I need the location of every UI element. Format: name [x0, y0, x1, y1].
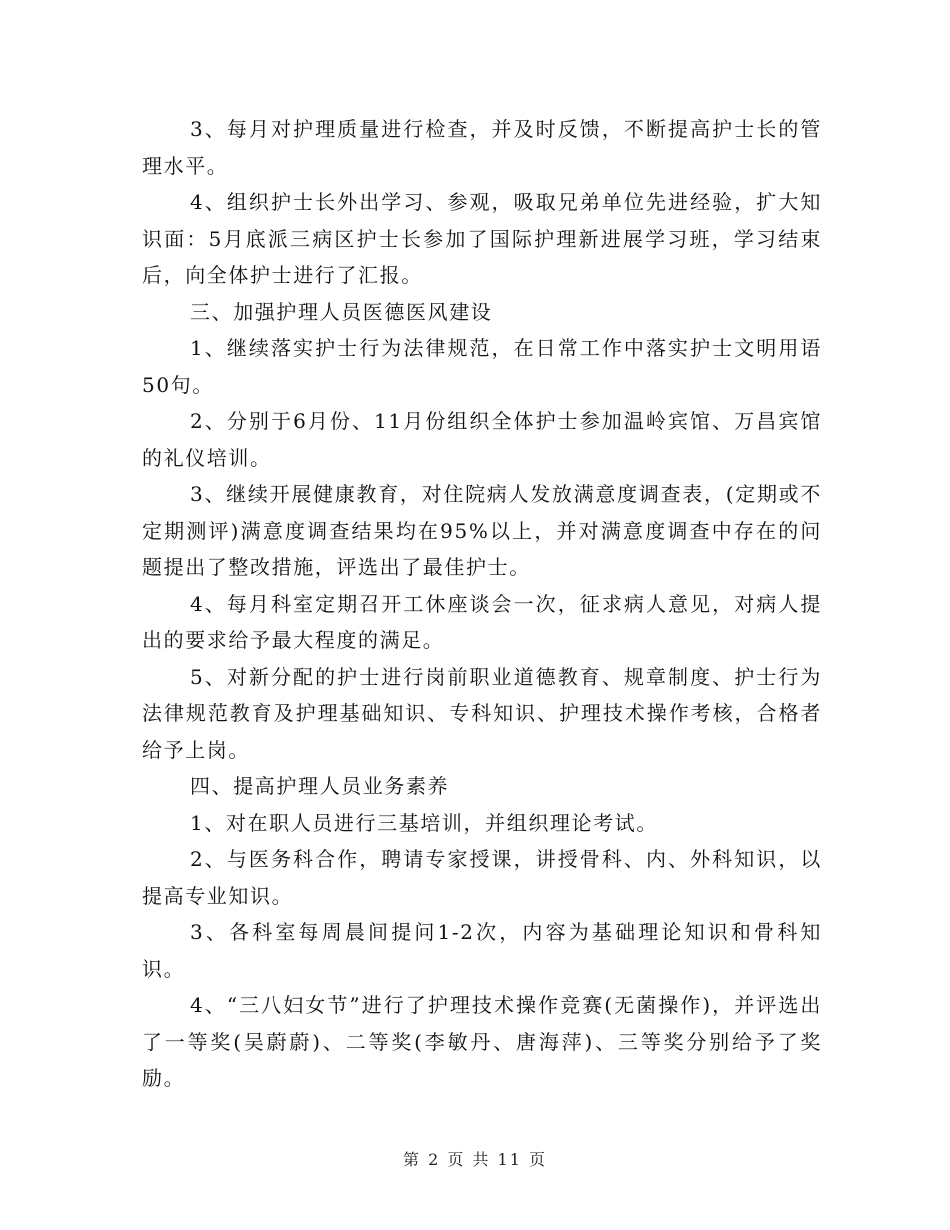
paragraph-item-5-new-nurse-training: 5、对新分配的护士进行岗前职业道德教育、规章制度、护士行为法律规范教育及护理基础知识、专科知识、护理技术操作考核，合格者给予上岗。	[142, 664, 822, 762]
page-footer	[0, 1147, 950, 1170]
section-heading-ethics: 三、加强护理人员医德医风建设	[190, 299, 493, 324]
paragraph-item-3-health-education: 3、继续开展健康教育，对住院病人发放满意度调查表，(定期或不定期测评)满意度调查结果均在95%以上，并对满意度调查中存在的问题提出了整改措施，评选出了最佳护士。	[142, 482, 822, 579]
paragraph-item-4-skills-competition: 4、“三八妇女节”进行了护理技术操作竞赛(无菌操作)，并评选出了一等奖(吴蔚蔚)、二等奖(李敏丹、唐海萍)、三等奖分别给予了奖励。	[142, 993, 822, 1090]
page-number-label: 第 2 页 共 11 页	[403, 1150, 547, 1169]
paragraph-item-1-conduct-norms: 1、继续落实护士行为法律规范，在日常工作中落实护士文明用语50句。	[142, 336, 822, 397]
paragraph-item-1-basic-training: 1、对在职人员进行三基培训，并组织理论考试。	[190, 810, 658, 835]
paragraph-item-2-etiquette-training: 2、分别于6月份、11月份组织全体护士参加温岭宾馆、万昌宾馆的礼仪培训。	[142, 409, 822, 470]
paragraph-item-3-morning-questions: 3、各科室每周晨间提问1-2次，内容为基础理论知识和骨科知识。	[142, 920, 822, 981]
paragraph-item-4-study-visit: 4、组织护士长外出学习、参观，吸取兄弟单位先进经验，扩大知识面：5月底派三病区护士长参加了国际护理新进展学习班，学习结束后，向全体护士进行了汇报。	[142, 190, 822, 287]
paragraph-item-4-patient-meeting: 4、每月科室定期召开工休座谈会一次，征求病人意见，对病人提出的要求给予最大程度的满足。	[142, 591, 822, 652]
section-heading-professional-quality: 四、提高护理人员业务素养	[190, 774, 450, 798]
paragraph-item-3-quality-check: 3、每月对护理质量进行检查，并及时反馈，不断提高护士长的管理水平。	[142, 117, 822, 178]
document-body	[142, 111, 822, 1097]
paragraph-item-2-expert-lectures: 2、与医务科合作，聘请专家授课，讲授骨科、内、外科知识，以提高专业知识。	[142, 847, 822, 908]
